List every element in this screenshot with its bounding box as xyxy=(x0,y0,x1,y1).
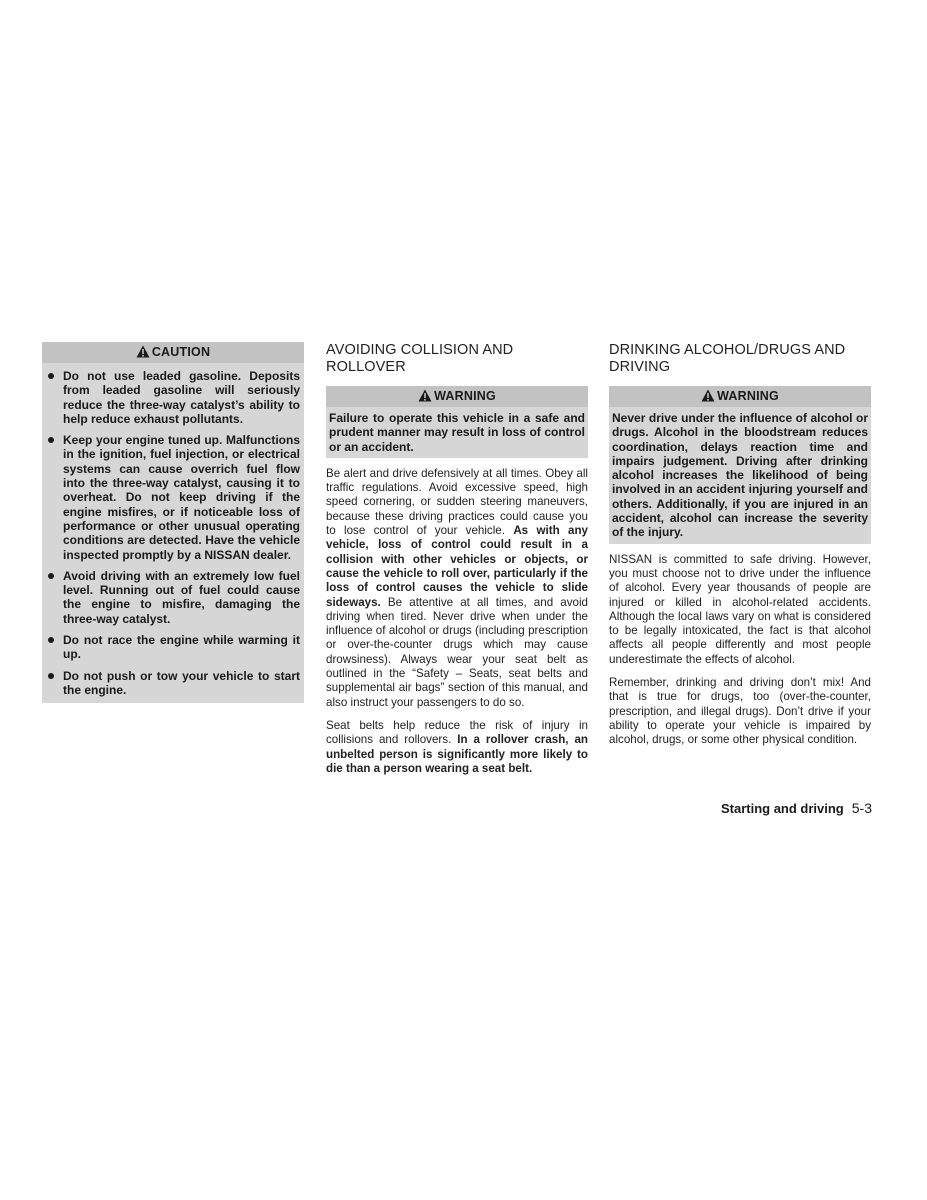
page-footer xyxy=(721,800,872,816)
alcohol-warning-box xyxy=(609,386,871,544)
bullet-icon xyxy=(48,637,54,643)
collision-p1-text-c: Be attentive at all times, and avoid driving when tired. Never drive when under the influence of alcohol or drugs (including prescription or over-the-counter drugs which may cause drowsiness). Always wear your seat belt as outlined in the “Safety – Seats, seat belts and supplemental air bags” section of this manual, and also instruct your passengers to do so. xyxy=(326,595,588,709)
caution-body xyxy=(42,363,304,703)
caution-item xyxy=(46,433,300,562)
collision-heading: AVOIDING COLLISION AND ROLLOVER xyxy=(326,342,514,375)
caution-box xyxy=(42,342,304,703)
warning-triangle-icon xyxy=(418,388,432,409)
caution-item xyxy=(46,369,300,426)
page-number: 5-3 xyxy=(851,800,872,816)
caution-item-text: Do not push or tow your vehicle to start the engine. xyxy=(63,668,300,697)
caution-column xyxy=(42,342,304,703)
collision-p2-bold: In a rollover crash, an unbelted person is significantly more likely to die than a person wearing a seat belt. xyxy=(326,733,588,775)
collision-paragraph-1 xyxy=(326,467,588,710)
caution-item xyxy=(46,669,300,698)
alcohol-column xyxy=(609,342,871,748)
bullet-icon xyxy=(48,573,54,579)
caution-item xyxy=(46,633,300,662)
caution-item-text: Do not race the engine while warming it up. xyxy=(63,633,300,662)
caution-item-text: Do not use leaded gasoline. Deposits from leaded gasoline will seriously reduce the three-way catalyst’s ability to help reduce exhaust pollutants. xyxy=(63,369,300,426)
collision-warning-header xyxy=(326,386,588,407)
footer-section-title: Starting and driving xyxy=(720,801,844,816)
warning-triangle-icon xyxy=(701,388,715,409)
warning-triangle-icon xyxy=(136,344,150,365)
collision-warning-title: WARNING xyxy=(434,389,496,403)
collision-p1-bold: As with any vehicle, loss of control could result in a collision with other vehicles or objects, or cause the vehicle to roll over, particularly if the loss of control causes the vehicle to slide sideways. xyxy=(326,524,588,609)
collision-warning-box xyxy=(326,386,588,458)
bullet-icon xyxy=(48,437,54,443)
caution-title: CAUTION xyxy=(151,345,211,359)
caution-header xyxy=(42,342,304,363)
alcohol-paragraph-1: NISSAN is committed to safe driving. However, you must choose not to drive under the influence of alcohol. Every year thousands of people are injured or killed in alcohol-related accidents. Although the local laws vary on what is considered to be legally intoxicated, the fact is that alcohol affects all people differently and most people underestimate the effects of alcohol. xyxy=(609,552,871,666)
collision-paragraph-2 xyxy=(326,719,588,776)
bullet-icon xyxy=(48,673,54,679)
collision-p1-text-a: Be alert and drive defensively at all times. Obey all traffic regulations. Avoid excessive speed, high speed cornering, or sudden steering maneuvers, because these driving practices could cause you to lose control of your vehicle. xyxy=(326,466,588,538)
collision-warning-text: Failure to operate this vehicle in a safe and prudent manner may result in loss of control or an accident. xyxy=(329,411,585,454)
alcohol-paragraph-2: Remember, drinking and driving don’t mix! And that is true for drugs, too (over-the-counter, prescription, and illegal drugs). Don’t drive if your ability to operate your vehicle is impaired by alcohol, drugs, or some other physical condition. xyxy=(609,676,871,747)
collision-column xyxy=(326,342,588,776)
alcohol-warning-text: Never drive under the influence of alcohol or drugs. Alcohol in the bloodstream reduces coordination, delays reaction time and impairs judgement. Driving after drinking alcohol increases the likelihood of being involved in an accident injuring yourself and others. Additionally, if you are injured in an accident, alcohol can increase the severity of the injury. xyxy=(612,411,868,540)
collision-p2-text-a: Seat belts help reduce the risk of injury in collisions and rollovers. xyxy=(326,718,588,747)
caution-item-text: Keep your engine tuned up. Malfunctions in the ignition, fuel injection, or electrical systems can cause overrich fuel flow into the three-way catalyst, causing it to overheat. Do not keep driving if the engine misfires, or if noticeable loss of performance or other unusual operating conditions are detected. Have the vehicle inspected promptly by a NISSAN dealer. xyxy=(63,433,300,562)
caution-item xyxy=(46,569,300,626)
alcohol-warning-title: WARNING xyxy=(717,389,779,403)
alcohol-warning-header xyxy=(609,386,871,407)
caution-item-text: Avoid driving with an extremely low fuel level. Running out of fuel could cause the engine to misfire, damaging the three-way catalyst. xyxy=(63,568,300,626)
alcohol-heading: DRINKING ALCOHOL/DRUGS AND DRIVING xyxy=(609,342,846,375)
bullet-icon xyxy=(48,373,54,379)
caution-list xyxy=(46,369,300,697)
